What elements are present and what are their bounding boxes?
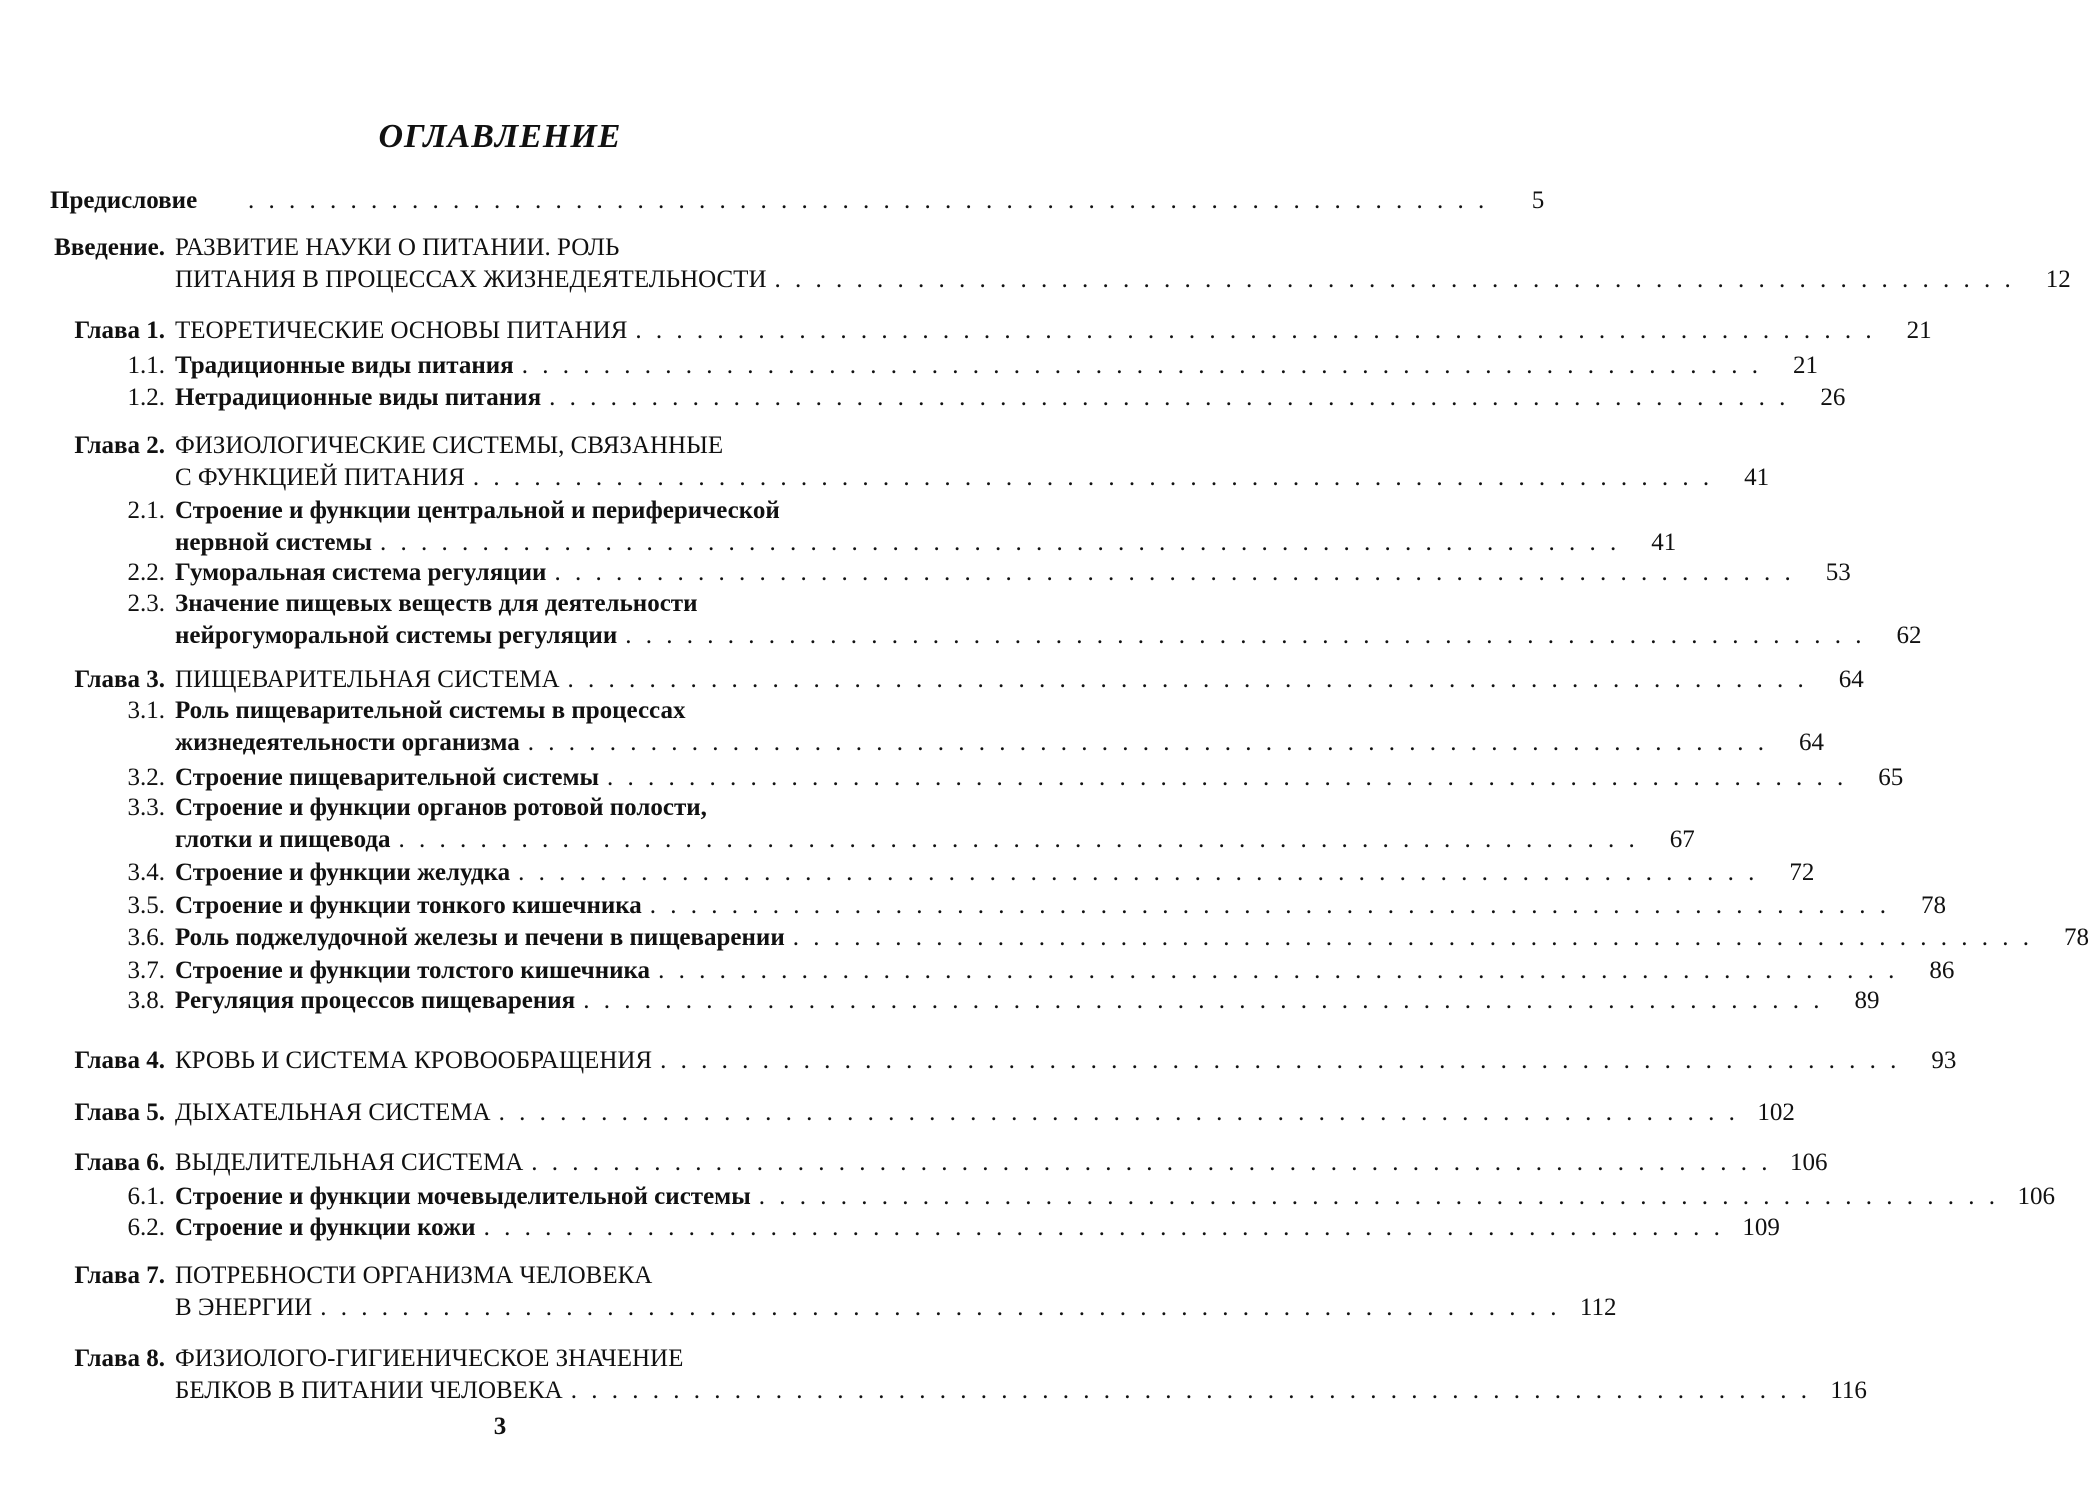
toc-section-number: 3.2. (127, 764, 165, 791)
toc-line (50, 588, 910, 620)
toc-line (50, 462, 1770, 494)
toc-line (50, 695, 910, 727)
toc-line (50, 382, 1846, 414)
dot-leader: . . . . . . . . . . . . . . . . . . . . . . . . . . . . . . . . . . . . . . . . . . . . . . . . . . . . . . . . . . . . . (625, 622, 1866, 649)
toc-entry-title[interactable]: Регуляция процессов пищеварения (175, 987, 576, 1014)
toc-row (175, 1147, 1828, 1179)
toc-row (175, 430, 723, 462)
toc-section-number: 2.2. (127, 559, 165, 586)
toc-line (50, 1097, 1795, 1129)
toc-section-number: 3.8. (127, 987, 165, 1014)
toc-row (175, 857, 1815, 889)
toc-section-number: 3.4. (127, 859, 165, 886)
toc-section-number: 2.3. (127, 590, 165, 617)
toc-page-number[interactable]: 5 (1531, 187, 1545, 214)
toc-entry-title[interactable]: В ЭНЕРГИИ (175, 1294, 313, 1321)
toc-entry-title[interactable]: КРОВЬ И СИСТЕМА КРОВООБРАЩЕНИЯ (175, 1047, 653, 1074)
toc-line (50, 557, 1851, 589)
toc-entry-title[interactable]: ФИЗИОЛОГИЧЕСКИЕ СИСТЕМЫ, СВЯЗАННЫЕ (175, 432, 724, 459)
toc-line (50, 1212, 1780, 1244)
toc-entry-title[interactable]: Значение пищевых веществ для деятельности (175, 590, 698, 617)
toc-row (175, 792, 707, 824)
toc-line (50, 350, 1818, 382)
toc-line (50, 727, 1824, 759)
toc-page-number[interactable]: 21 (1906, 317, 1932, 344)
toc-line (50, 664, 1864, 696)
toc-row (175, 695, 685, 727)
toc-chapter-label: Предисловие (50, 187, 198, 214)
dot-leader: . . . . . . . . . . . . . . . . . . . . . . . . . . . . . . . . . . . . . . . . . . . . . . . . . . . . . . . . . . . . . (531, 1149, 1772, 1176)
toc-entry-title[interactable]: Роль пищеварительной системы в процессах (175, 697, 686, 724)
dot-leader: . . . . . . . . . . . . . . . . . . . . . . . . . . . . . . . . . . . . . . . . . . . . . . . . . . . . . . . . . . . . . (792, 924, 2033, 951)
page-title: ОГЛАВЛЕНИЕ (378, 118, 622, 155)
toc-page-number[interactable]: 116 (1830, 1377, 1867, 1404)
toc-section-number: 6.2. (127, 1214, 165, 1241)
toc-entry-title[interactable]: жизнедеятельности организма (175, 729, 520, 756)
toc-row (175, 1097, 1795, 1129)
toc-entry-title[interactable]: Строение и функции толстого кишечника (175, 957, 651, 984)
toc-row (175, 922, 2089, 954)
toc-chapter-label: Глава 5. (74, 1099, 165, 1126)
toc-page-number[interactable]: 64 (1838, 666, 1864, 693)
toc-row (175, 350, 1818, 382)
dot-leader: . . . . . . . . . . . . . . . . . . . . . . . . . . . . . . . . . . . . . . . . . . . . . . . . . . . . . . . . . . . . . (380, 529, 1621, 556)
toc-row (175, 762, 1904, 794)
toc-page-number[interactable]: 112 (1579, 1294, 1617, 1321)
dot-leader: . . . . . . . . . . . . . . . . . . . . . . . . . . . . . . . . . . . . . . . . . . . . . . . . . . . . . . . . . . . . . (248, 187, 1489, 214)
toc-chapter-label: Глава 2. (74, 432, 165, 459)
toc-row (175, 1045, 1957, 1077)
toc-line (50, 922, 2089, 954)
toc-entry-title[interactable]: ФИЗИОЛОГО-ГИГИЕНИЧЕСКОЕ ЗНАЧЕНИЕ (175, 1345, 684, 1372)
dot-leader: . . . . . . . . . . . . . . . . . . . . . . . . . . . . . . . . . . . . . . . . . . . . . . . . . . . . . . . . . . . . . (607, 764, 1848, 791)
toc-line (50, 232, 910, 264)
toc-line (50, 264, 2071, 296)
toc-entry-title[interactable]: ТЕОРЕТИЧЕСКИЕ ОСНОВЫ ПИТАНИЯ (175, 317, 628, 344)
toc-entry-title[interactable]: Строение и функции желудка (175, 859, 511, 886)
toc-entry-title[interactable]: С ФУНКЦИЕЙ ПИТАНИЯ (175, 464, 465, 491)
dot-leader: . . . . . . . . . . . . . . . . . . . . . . . . . . . . . . . . . . . . . . . . . . . . . . . . . . . . . . . . . . . . . (660, 1047, 1901, 1074)
toc-section-number: 2.1. (127, 497, 165, 524)
dot-leader: . . . . . . . . . . . . . . . . . . . . . . . . . . . . . . . . . . . . . . . . . . . . . . . . . . . . . . . . . . . . . (527, 729, 1768, 756)
toc-entry-title[interactable]: Строение и функции мочевыделительной системы (175, 1183, 751, 1210)
toc-page-number[interactable]: 62 (1896, 622, 1922, 649)
toc-row (175, 462, 1770, 494)
toc-row (175, 1375, 1867, 1407)
toc-page-number[interactable]: 86 (1929, 957, 1955, 984)
toc-line (50, 890, 1947, 922)
toc-row (175, 727, 1824, 759)
toc-section-number: 6.1. (127, 1183, 165, 1210)
toc-line (50, 1292, 1617, 1324)
toc-line (50, 315, 1932, 347)
toc-entry-title[interactable]: Нетрадиционные виды питания (175, 384, 542, 411)
toc-entry-title[interactable]: Роль поджелудочной железы и печени в пищеварении (175, 924, 785, 951)
toc-page-number[interactable]: 72 (1789, 859, 1815, 886)
toc-entry-title[interactable]: Строение и функции органов ротовой полости, (175, 794, 707, 821)
toc-page-number[interactable]: 53 (1825, 559, 1851, 586)
toc-page-number[interactable]: 78 (2064, 924, 2089, 951)
dot-leader: . . . . . . . . . . . . . . . . . . . . . . . . . . . . . . . . . . . . . . . . . . . . . . . . . . . . . . . . . . . . . (483, 1214, 1724, 1241)
toc-entry-title[interactable]: Строение и функции кожи (175, 1214, 476, 1241)
toc-chapter-label: Глава 3. (74, 666, 165, 693)
dot-leader: . . . . . . . . . . . . . . . . . . . . . . . . . . . . . . . . . . . . . . . . . . . . . . . . . . . . . . . . . . . . . (521, 352, 1762, 379)
toc-row (175, 824, 1695, 856)
toc-page-number[interactable]: 109 (1742, 1214, 1780, 1241)
toc-row (175, 1212, 1780, 1244)
toc-page-number[interactable]: 106 (1790, 1149, 1828, 1176)
toc-line (50, 762, 1904, 794)
dot-leader: . . . . . . . . . . . . . . . . . . . . . . . . . . . . . . . . . . . . . . . . . . . . . . . . . . . . . . . . . . . . . (498, 1099, 1739, 1126)
toc-line (50, 955, 1955, 987)
toc-line (50, 792, 910, 824)
toc-row (175, 1260, 652, 1292)
toc-line (50, 430, 910, 462)
toc-page-number[interactable]: 21 (1792, 352, 1818, 379)
toc-page-number[interactable]: 106 (2017, 1183, 2055, 1210)
toc-section-number: 1.2. (127, 384, 165, 411)
dot-leader: . . . . . . . . . . . . . . . . . . . . . . . . . . . . . . . . . . . . . . . . . . . . . . . . . . . . . . . . . . . . . (554, 559, 1795, 586)
toc-line (50, 1181, 2055, 1213)
toc-row (175, 955, 1955, 987)
toc-page-number[interactable]: 102 (1757, 1099, 1795, 1126)
toc-page-number[interactable]: 41 (1651, 529, 1677, 556)
toc-page-number[interactable]: 93 (1931, 1047, 1957, 1074)
toc-chapter-label: Глава 1. (74, 317, 165, 344)
toc-page-number[interactable]: 78 (1921, 892, 1947, 919)
toc-row (175, 588, 698, 620)
toc-entry-title[interactable]: ПИТАНИЯ В ПРОЦЕССАХ ЖИЗНЕДЕЯТЕЛЬНОСТИ (175, 266, 767, 293)
toc-entry-title[interactable]: ДЫХАТЕЛЬНАЯ СИСТЕМА (175, 1099, 491, 1126)
dot-leader: . . . . . . . . . . . . . . . . . . . . . . . . . . . . . . . . . . . . . . . . . . . . . . . . . . . . . . . . . . . . . (398, 826, 1639, 853)
toc-entry-title[interactable]: Строение пищеварительной системы (175, 764, 599, 791)
toc-chapter-label: Глава 6. (74, 1149, 165, 1176)
toc-entry-title[interactable]: Гуморальная система регуляции (175, 559, 547, 586)
dot-leader: . . . . . . . . . . . . . . . . . . . . . . . . . . . . . . . . . . . . . . . . . . . . . . . . . . . . . . . . . . . . . (549, 384, 1790, 411)
toc-line (50, 857, 1815, 889)
toc-section-number: 3.6. (127, 924, 165, 951)
toc-row (175, 985, 1880, 1017)
dot-leader: . . . . . . . . . . . . . . . . . . . . . . . . . . . . . . . . . . . . . . . . . . . . . . . . . . . . . . . . . . . . . (472, 464, 1714, 491)
toc-row (175, 664, 1864, 696)
toc-line (50, 527, 1677, 559)
toc-row (175, 264, 2071, 296)
toc-entry-title[interactable]: ВЫДЕЛИТЕЛЬНАЯ СИСТЕМА (175, 1149, 524, 1176)
dot-leader: . . . . . . . . . . . . . . . . . . . . . . . . . . . . . . . . . . . . . . . . . . . . . . . . . . . . . . . . . . . . . (518, 859, 1759, 886)
toc-row (175, 620, 1922, 652)
toc-page-number[interactable]: 41 (1744, 464, 1770, 491)
dot-leader: . . . . . . . . . . . . . . . . . . . . . . . . . . . . . . . . . . . . . . . . . . . . . . . . . . . . . . . . . . . . . (649, 892, 1891, 919)
dot-leader: . . . . . . . . . . . . . . . . . . . . . . . . . . . . . . . . . . . . . . . . . . . . . . . . . . . . . . . . . . . . . (658, 957, 1899, 984)
toc-line (50, 1375, 1867, 1407)
dot-leader: . . . . . . . . . . . . . . . . . . . . . . . . . . . . . . . . . . . . . . . . . . . . . . . . . . . . . . . . . . . . . (583, 987, 1824, 1014)
toc-row (175, 1343, 683, 1375)
toc-entry-title[interactable]: Традиционные виды питания (175, 352, 514, 379)
toc-row (175, 495, 780, 527)
toc-entry-title[interactable]: Строение и функции тонкого кишечника (175, 892, 642, 919)
dot-leader: . . . . . . . . . . . . . . . . . . . . . . . . . . . . . . . . . . . . . . . . . . . . . . . . . . . . . . . . . . . . . (774, 266, 2015, 293)
toc-row (175, 890, 1947, 922)
page-number: 3 (493, 1413, 507, 1440)
toc-row (175, 557, 1851, 589)
toc-section-number: 3.5. (127, 892, 165, 919)
toc-chapter-label: Введение. (54, 234, 165, 261)
toc-section-number: 3.1. (127, 697, 165, 724)
toc-chapter-label: Глава 4. (74, 1047, 165, 1074)
toc-page-number[interactable]: 65 (1878, 764, 1904, 791)
toc-line (50, 185, 1545, 217)
toc-page-number[interactable]: 12 (2045, 266, 2071, 293)
toc-row (175, 382, 1846, 414)
toc-page-number[interactable]: 64 (1798, 729, 1824, 756)
toc-row (175, 527, 1677, 559)
dot-leader: . . . . . . . . . . . . . . . . . . . . . . . . . . . . . . . . . . . . . . . . . . . . . . . . . . . . . . . . . . . . . (567, 666, 1808, 693)
toc-line (50, 1260, 910, 1292)
toc-line (50, 495, 910, 527)
toc-section-number: 3.7. (127, 957, 165, 984)
toc-line (50, 620, 1922, 652)
dot-leader: . . . . . . . . . . . . . . . . . . . . . . . . . . . . . . . . . . . . . . . . . . . . . . . . . . . . . . . . . . . . . (570, 1377, 1811, 1404)
toc-entry-title[interactable]: нейрогуморальной системы регуляции (175, 622, 618, 649)
toc-line (50, 1343, 910, 1375)
toc-row (175, 232, 619, 264)
toc-row (175, 1181, 2055, 1213)
toc-entry-title[interactable]: Строение и функции центральной и периферической (175, 497, 780, 524)
dot-leader: . . . . . . . . . . . . . . . . . . . . . . . . . . . . . . . . . . . . . . . . . . . . . . . . . . . . . . . . . . . . . (758, 1183, 1999, 1210)
toc-section-number: 1.1. (127, 352, 165, 379)
toc-page-number[interactable]: 67 (1669, 826, 1695, 853)
toc-chapter-label: Глава 7. (74, 1262, 165, 1289)
toc-page-number[interactable]: 89 (1854, 987, 1880, 1014)
toc-line (50, 1147, 1828, 1179)
toc-section-number: 3.3. (127, 794, 165, 821)
toc-chapter-label: Глава 8. (74, 1345, 165, 1372)
toc-page-number[interactable]: 26 (1820, 384, 1846, 411)
toc-row (175, 315, 1932, 347)
toc-entry-title[interactable]: ПОТРЕБНОСТИ ОРГАНИЗМА ЧЕЛОВЕКА (175, 1262, 653, 1289)
toc-entry-title[interactable]: глотки и пищевода (175, 826, 391, 853)
dot-leader: . . . . . . . . . . . . . . . . . . . . . . . . . . . . . . . . . . . . . . . . . . . . . . . . . . . . . . . . . . . . . (635, 317, 1876, 344)
toc-entry-title[interactable]: ПИЩЕВАРИТЕЛЬНАЯ СИСТЕМА (175, 666, 560, 693)
toc-line (50, 824, 1695, 856)
toc-entry-title[interactable]: РАЗВИТИЕ НАУКИ О ПИТАНИИ. РОЛЬ (175, 234, 620, 261)
toc-entry-title[interactable]: БЕЛКОВ В ПИТАНИИ ЧЕЛОВЕКА (175, 1377, 563, 1404)
toc-line (50, 1045, 1957, 1077)
toc-line (50, 985, 1880, 1017)
toc-entry-title[interactable]: нервной системы (175, 529, 372, 556)
toc-row (240, 185, 1545, 217)
toc-row (175, 1292, 1617, 1324)
dot-leader: . . . . . . . . . . . . . . . . . . . . . . . . . . . . . . . . . . . . . . . . . . . . . . . . . . . . . . . . . . . . . (320, 1294, 1561, 1321)
